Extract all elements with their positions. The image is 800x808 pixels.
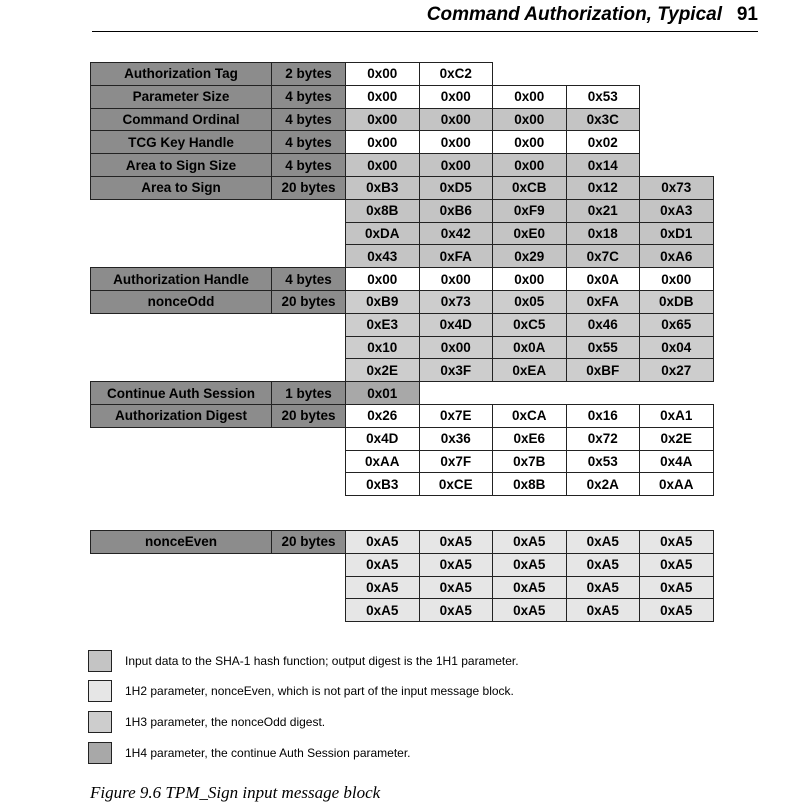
byte-cell: 0xA5 [345,530,420,554]
byte-cell: 0x4D [345,427,420,451]
byte-cell: 0xB6 [419,199,494,223]
field-label: nonceOdd [90,290,272,314]
byte-cell: 0xA5 [419,553,494,577]
byte-cell: 0x00 [419,108,494,132]
byte-cell: 0xA5 [639,598,714,622]
byte-cell: 0x00 [345,108,420,132]
byte-cell: 0x00 [419,130,494,154]
legend-swatch [88,742,112,764]
byte-cell: 0xEA [492,358,567,382]
byte-cell: 0xA5 [639,553,714,577]
field-size: 4 bytes [271,267,346,291]
byte-cell: 0xE3 [345,313,420,337]
field-size: 4 bytes [271,108,346,132]
running-head: Command Authorization, Typical [426,4,722,25]
legend-item [88,649,519,673]
byte-cell: 0xA5 [566,530,641,554]
byte-cell: 0x7E [419,404,494,428]
byte-cell: 0x00 [345,130,420,154]
field-label: Parameter Size [90,85,272,109]
byte-cell: 0x0A [492,336,567,360]
field-label: Authorization Handle [90,267,272,291]
byte-cell: 0xB3 [345,472,420,496]
field-size: 4 bytes [271,153,346,177]
byte-cell: 0xB9 [345,290,420,314]
field-label: nonceEven [90,530,272,554]
byte-cell: 0xA5 [492,576,567,600]
byte-cell: 0xAA [639,472,714,496]
byte-cell: 0xE0 [492,222,567,246]
byte-cell: 0xCB [492,176,567,200]
byte-cell: 0x00 [419,153,494,177]
page-number: 91 [736,4,758,25]
byte-cell: 0xA1 [639,404,714,428]
byte-cell: 0x18 [566,222,641,246]
byte-cell: 0x00 [492,85,567,109]
byte-cell: 0xA5 [492,598,567,622]
legend-swatch [88,650,112,672]
byte-cell: 0xA5 [492,553,567,577]
byte-cell: 0x00 [639,267,714,291]
byte-cell: 0x00 [492,267,567,291]
byte-cell: 0xD5 [419,176,494,200]
byte-cell: 0xA5 [639,530,714,554]
byte-cell: 0x00 [492,153,567,177]
byte-cell: 0xB3 [345,176,420,200]
field-size: 20 bytes [271,290,346,314]
legend-item [88,679,514,703]
byte-cell: 0x43 [345,244,420,268]
byte-cell: 0x16 [566,404,641,428]
byte-cell: 0x0A [566,267,641,291]
byte-cell: 0x00 [345,62,420,86]
byte-cell: 0x36 [419,427,494,451]
byte-cell: 0x10 [345,336,420,360]
byte-cell: 0x12 [566,176,641,200]
byte-cell: 0x2A [566,472,641,496]
figure-caption: Figure 9.6 TPM_Sign input message block [90,783,381,802]
byte-cell: 0x73 [419,290,494,314]
byte-cell: 0x8B [492,472,567,496]
byte-cell: 0x01 [345,381,420,405]
byte-cell: 0xC5 [492,313,567,337]
field-label: Authorization Tag [90,62,272,86]
byte-cell: 0x7C [566,244,641,268]
byte-cell: 0xBF [566,358,641,382]
byte-cell: 0x8B [345,199,420,223]
byte-cell: 0xDB [639,290,714,314]
byte-cell: 0xDA [345,222,420,246]
field-label: TCG Key Handle [90,130,272,154]
legend-swatch [88,680,112,702]
byte-cell: 0x2E [639,427,714,451]
byte-cell: 0x3C [566,108,641,132]
byte-cell: 0x26 [345,404,420,428]
byte-cell: 0x73 [639,176,714,200]
field-label: Area to Sign [90,176,272,200]
byte-cell: 0x55 [566,336,641,360]
byte-cell: 0xCA [492,404,567,428]
byte-cell: 0xA6 [639,244,714,268]
field-size: 20 bytes [271,404,346,428]
byte-cell: 0x00 [492,130,567,154]
byte-cell: 0xA5 [566,598,641,622]
byte-cell: 0x72 [566,427,641,451]
byte-cell: 0x3F [419,358,494,382]
byte-cell: 0xFA [566,290,641,314]
byte-cell: 0x27 [639,358,714,382]
byte-cell: 0x53 [566,85,641,109]
byte-cell: 0xA5 [419,598,494,622]
byte-cell: 0xA5 [345,598,420,622]
byte-cell: 0x65 [639,313,714,337]
byte-cell: 0x05 [492,290,567,314]
field-size: 20 bytes [271,530,346,554]
byte-cell: 0x04 [639,336,714,360]
field-label: Authorization Digest [90,404,272,428]
field-size: 1 bytes [271,381,346,405]
field-size: 20 bytes [271,176,346,200]
byte-cell: 0x00 [345,153,420,177]
header-rule [92,31,758,32]
byte-cell: 0xA5 [566,576,641,600]
byte-cell: 0xE6 [492,427,567,451]
byte-cell: 0xFA [419,244,494,268]
byte-cell: 0x4D [419,313,494,337]
byte-cell: 0x53 [566,450,641,474]
byte-cell: 0x42 [419,222,494,246]
byte-cell: 0x46 [566,313,641,337]
field-label: Command Ordinal [90,108,272,132]
byte-cell: 0xC2 [419,62,494,86]
byte-cell: 0xA5 [419,530,494,554]
byte-cell: 0xA5 [345,553,420,577]
field-label: Continue Auth Session [90,381,272,405]
legend-item [88,710,325,734]
legend-text: 1H4 parameter, the continue Auth Session parameter. [125,746,411,760]
byte-cell: 0x00 [419,85,494,109]
byte-cell: 0x2E [345,358,420,382]
byte-cell: 0x29 [492,244,567,268]
byte-cell: 0x7B [492,450,567,474]
field-label: Area to Sign Size [90,153,272,177]
byte-cell: 0x00 [345,267,420,291]
page-header [0,0,800,40]
byte-cell: 0xA5 [345,576,420,600]
byte-cell: 0xA5 [639,576,714,600]
byte-cell: 0xCE [419,472,494,496]
byte-cell: 0x4A [639,450,714,474]
field-size: 2 bytes [271,62,346,86]
byte-cell: 0xAA [345,450,420,474]
byte-cell: 0xA5 [419,576,494,600]
byte-cell: 0x7F [419,450,494,474]
byte-cell: 0xF9 [492,199,567,223]
byte-cell: 0x00 [492,108,567,132]
byte-cell: 0x02 [566,130,641,154]
byte-cell: 0xA5 [566,553,641,577]
legend-swatch [88,711,112,733]
legend-text: Input data to the SHA-1 hash function; output digest is the 1H1 parameter. [125,654,519,668]
field-size: 4 bytes [271,130,346,154]
legend-item [88,741,411,765]
byte-cell: 0xD1 [639,222,714,246]
byte-cell: 0x00 [345,85,420,109]
byte-cell: 0xA5 [492,530,567,554]
byte-cell: 0x00 [419,267,494,291]
legend-text: 1H2 parameter, nonceEven, which is not part of the input message block. [125,684,514,698]
byte-cell: 0xA3 [639,199,714,223]
legend-text: 1H3 parameter, the nonceOdd digest. [125,715,326,729]
field-size: 4 bytes [271,85,346,109]
byte-cell: 0x14 [566,153,641,177]
byte-cell: 0x21 [566,199,641,223]
byte-cell: 0x00 [419,336,494,360]
